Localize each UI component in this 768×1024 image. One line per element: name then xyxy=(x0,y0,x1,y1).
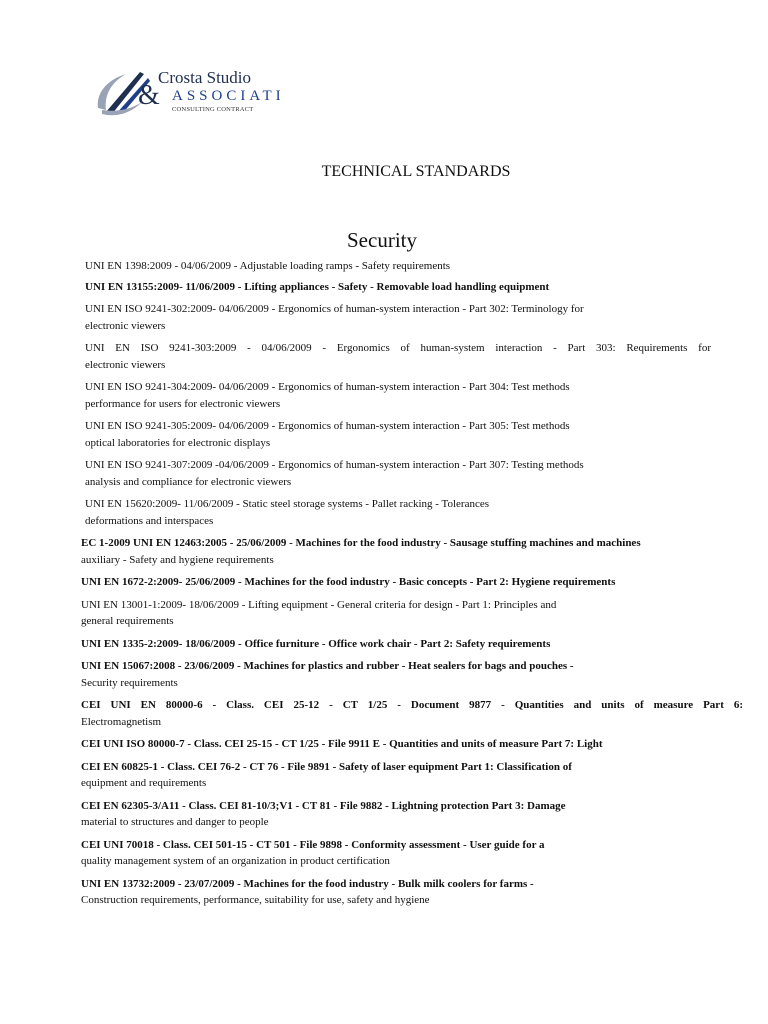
entry-line2: quality management system of an organization in product certification xyxy=(81,855,390,867)
standards-list xyxy=(0,258,768,915)
entry-line1: CEI UNI ISO 80000-7 - Class. CEI 25-15 - CT 1/25 - File 9911 E - Quantities and units of measure Part 7: Light xyxy=(81,738,603,750)
standard-entry xyxy=(81,535,741,568)
standard-entry xyxy=(81,798,741,831)
standard-entry xyxy=(85,496,685,529)
entry-line1: UNI EN 1335-2:2009- 18/06/2009 - Office furniture - Office work chair - Part 2: Safety requirements xyxy=(81,637,551,650)
entry-line1: UNI EN 1398:2009 - 04/06/2009 - Adjustable loading ramps - Safety requirements xyxy=(85,260,451,272)
entry-line1: EC 1-2009 UNI EN 12463:2005 - 25/06/2009 - Machines for the food industry - Sausage stuffing machines and machines xyxy=(81,537,641,549)
entry-line2: Construction requirements, performance, suitability for use, safety and hygiene xyxy=(81,894,430,906)
entry-line2: analysis and compliance for electronic viewers xyxy=(85,475,292,488)
entry-line2: equipment and requirements xyxy=(81,777,207,789)
entry-line1: UNI EN ISO 9241-302:2009- 04/06/2009 - Ergonomics of human-system interaction - Part 302: Terminology for xyxy=(85,303,584,315)
entry-line2: auxiliary - Safety and hygiene requirements xyxy=(81,553,274,566)
standard-entry xyxy=(81,759,741,792)
standard-entry xyxy=(81,574,741,591)
entry-line1: UNI EN 13001-1:2009- 18/06/2009 - Lifting equipment - General criteria for design - Part 1: Principles and xyxy=(81,598,557,611)
standard-entry xyxy=(85,457,685,490)
entry-line1: UNI EN 15620:2009- 11/06/2009 - Static steel storage systems - Pallet racking - Tolerances xyxy=(85,498,490,510)
entry-line2: Electromagnetism xyxy=(81,715,162,728)
entry-line1: CEI UNI EN 80000-6 - Class. CEI 25-12 - CT 1/25 - Document 9877 - Quantities and units of measure Part 6: xyxy=(81,699,743,711)
entry-line1: UNI EN ISO 9241-303:2009 - 04/06/2009 - Ergonomics of human-system interaction - Part 303: Requirements for xyxy=(85,342,711,354)
logo-tagline: CONSULTING CONTRACT xyxy=(172,106,254,113)
standard-entry xyxy=(81,658,741,691)
standard-entry xyxy=(85,340,711,373)
standard-entry xyxy=(85,418,685,451)
logo-name-line2: ASSOCIATI xyxy=(172,88,285,104)
entry-line2: electronic viewers xyxy=(85,358,166,371)
logo-ampersand: & xyxy=(138,80,160,111)
entry-line1: UNI EN 13732:2009 - 23/07/2009 - Machines for the food industry - Bulk milk coolers for farms - xyxy=(81,877,534,890)
entry-line2: Security requirements xyxy=(81,676,178,689)
standard-entry xyxy=(81,636,741,653)
entry-line2: optical laboratories for electronic displays xyxy=(85,436,271,449)
entry-line1: CEI EN 62305-3/A11 - Class. CEI 81-10/3;V1 - CT 81 - File 9882 - Lightning protection Part 3: Damage xyxy=(81,799,566,812)
entry-line1: UNI EN ISO 9241-307:2009 -04/06/2009 - Ergonomics of human-system interaction - Part 307: Testing methods xyxy=(85,459,584,471)
standard-entry xyxy=(81,597,681,630)
standard-entry xyxy=(85,379,685,412)
entry-line1: UNI EN 1672-2:2009- 25/06/2009 - Machines for the food industry - Basic concepts - Part 2: Hygiene requirements xyxy=(81,576,616,588)
standard-entry xyxy=(81,697,743,730)
entry-line1: UNI EN ISO 9241-304:2009- 04/06/2009 - Ergonomics of human-system interaction - Part 304: Test methods xyxy=(85,381,570,393)
entry-line2: material to structures and danger to people xyxy=(81,816,269,828)
entry-line2: deformations and interspaces xyxy=(85,514,214,527)
entry-line2: general requirements xyxy=(81,615,174,627)
entry-line1: UNI EN 15067:2008 - 23/06/2009 - Machines for plastics and rubber - Heat sealers for bags and pouches - xyxy=(81,660,574,672)
entry-line2: electronic viewers xyxy=(85,319,166,332)
standard-entry xyxy=(85,301,685,334)
section-heading: Security xyxy=(347,228,417,252)
standard-entry xyxy=(81,876,741,909)
document-title: TECHNICAL STANDARDS xyxy=(321,163,511,180)
company-logo xyxy=(92,66,312,122)
entry-line1: UNI EN ISO 9241-305:2009- 04/06/2009 - Ergonomics of human-system interaction - Part 305: Test methods xyxy=(85,420,570,432)
standard-entry xyxy=(85,279,725,296)
entry-line1: CEI EN 60825-1 - Class. CEI 76-2 - CT 76 - File 9891 - Safety of laser equipment Part 1: Classification of xyxy=(81,760,572,773)
entry-line1: CEI UNI 70018 - Class. CEI 501-15 - CT 501 - File 9898 - Conformity assessment - User guide for a xyxy=(81,838,545,851)
entry-line2: performance for users for electronic viewers xyxy=(85,397,281,410)
standard-entry xyxy=(81,837,741,870)
standard-entry xyxy=(85,258,685,275)
logo-name-line1: Crosta Studio xyxy=(158,68,252,87)
standard-entry xyxy=(81,736,741,753)
entry-line1: UNI EN 13155:2009- 11/06/2009 - Lifting appliances - Safety - Removable load handling equipment xyxy=(85,280,550,293)
